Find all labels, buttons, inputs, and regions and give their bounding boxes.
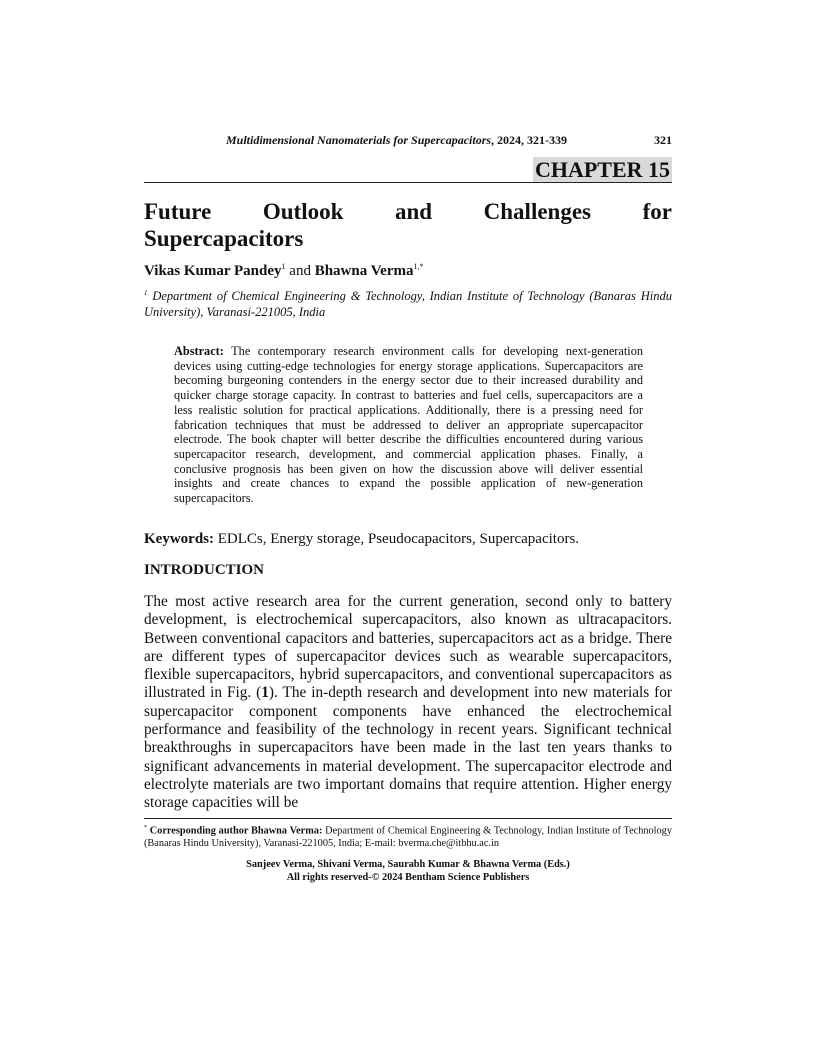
journal-citation xyxy=(226,133,567,148)
introduction-paragraph xyxy=(144,593,672,813)
footnote xyxy=(144,822,672,850)
title-word: Challenges xyxy=(483,199,591,224)
figure-reference[interactable]: 1 xyxy=(261,684,269,702)
title-line-2: Supercapacitors xyxy=(144,226,304,251)
title-word: Future xyxy=(144,199,212,224)
journal-title: Multidimensional Nanomaterials for Supercapacitors xyxy=(226,133,492,147)
abstract-text: The contemporary research environment calls for developing next-generation devices using cutting-edge technologies for energy storage applications. Supercapacitors are becoming burgeoning contenders in the energy sector due to their increased durability and quicker charge storage capacity. In contrast to batteries and fuel cells, supercapacitors are a less realistic solution for practical applications. Additionally, there is a pressing need for fabrication techniques that must be addressed to deliver an appropriate supercapacitor electrode. The book chapter will better describe the difficulties encountered during various supercapacitor research, development, and commercial application phases. Finally, a conclusive prognosis has been given on how the discussion above will deliver essential insights and create chances to expand the possible application of new-generation supercapacitors. xyxy=(174,344,643,506)
paragraph-text: The most active research area for the current generation, second only to battery development, is electrochemical supercapacitors, also known as ultracapacitors. Between conventional capacitors and batteries, supercapacitors act as a bridge. There are different types of supercapacitor devices such as wearable supercapacitors, flexible supercapacitors, hybrid supercapacitors, and conventional supercapacitors as illustrated in Fig. ( xyxy=(144,593,672,702)
authors xyxy=(144,262,423,280)
affiliation-text: Department of Chemical Engineering & Technology, Indian Institute of Technology (Banaras Hindu University), Varanasi-221005, India xyxy=(144,289,672,320)
chapter-rule xyxy=(144,182,672,183)
journal-details: , 2024, 321-339 xyxy=(491,133,568,147)
page-number: 321 xyxy=(654,133,672,147)
abstract xyxy=(174,344,643,506)
title-word: Outlook xyxy=(262,199,344,224)
title-word: for xyxy=(642,199,672,224)
footnote-rule xyxy=(144,818,672,819)
title-line-1 xyxy=(144,198,672,225)
paragraph-text: ). The in-depth research and development into new materials for supercapacitor component components have enhanced the electrochemical performance and feasibility of the technology in recent years. Significant technical breakthroughs in supercapacitors have been made in the last ten years thanks to significant advancements in material development. The supercapacitor electrode and electrolyte materials are two important domains that require attention. Higher energy storage capacities will be xyxy=(144,684,673,812)
footnote-label: Corresponding author Bhawna Verma: xyxy=(147,825,323,837)
author-name: Vikas Kumar Pandey xyxy=(144,263,282,279)
author-name: Bhawna Verma xyxy=(314,263,414,279)
keywords xyxy=(144,531,579,548)
rights-line: All rights reserved-© 2024 Bentham Science Publishers xyxy=(286,872,530,883)
footnote-text: Department of Chemical Engineering & Technology, Indian Institute of Technology (Banaras Hindu University), Varanasi-221005, India; E-mail: bverma.che@itbhu.ac.in xyxy=(144,825,672,850)
chapter-title xyxy=(144,198,672,252)
author-affiliation-mark: 1 xyxy=(281,262,286,271)
footnote-mark: * xyxy=(144,825,147,831)
abstract-label: Abstract: xyxy=(174,344,224,358)
publisher-info xyxy=(144,858,672,884)
section-heading: INTRODUCTION xyxy=(144,562,265,578)
author-affiliation-mark: 1,* xyxy=(413,262,424,271)
affiliation-mark: 1 xyxy=(144,289,148,297)
keywords-label: Keywords: xyxy=(144,531,214,547)
chapter-label: CHAPTER 15 xyxy=(534,157,670,182)
author-conjunction: and xyxy=(285,263,315,279)
editors-line: Sanjeev Verma, Shivani Verma, Saurabh Kumar & Bhawna Verma (Eds.) xyxy=(246,859,570,870)
title-word: and xyxy=(394,199,433,224)
keywords-text: EDLCs, Energy storage, Pseudocapacitors, Supercapacitors. xyxy=(214,531,580,547)
affiliation xyxy=(144,285,672,320)
